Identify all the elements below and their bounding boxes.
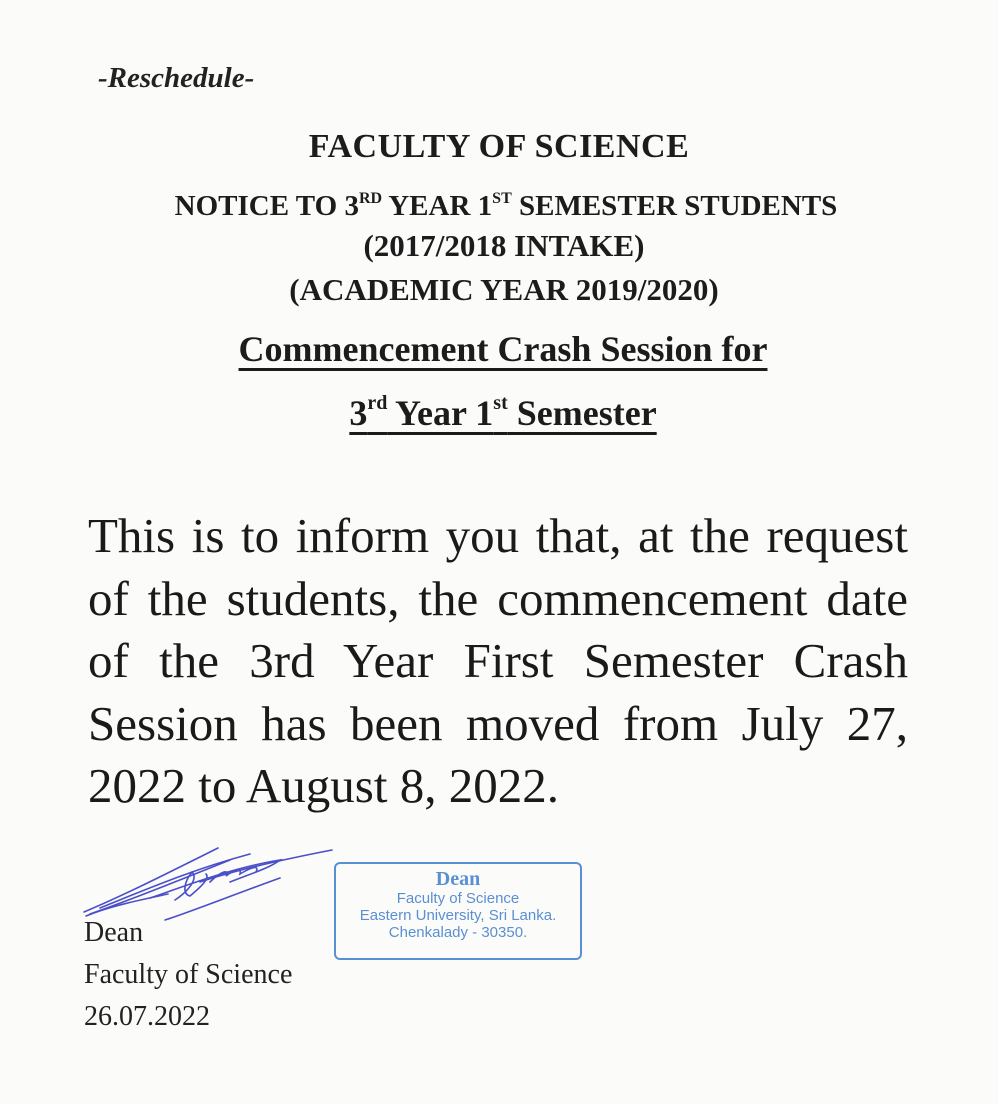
heading-text-a: 3 bbox=[349, 393, 368, 433]
heading-line-2 bbox=[0, 392, 998, 434]
notice-text-1: NOTICE TO 3 bbox=[174, 190, 359, 222]
heading-line-1: Commencement Crash Session for bbox=[238, 329, 768, 369]
notice-sup-rd: RD bbox=[358, 190, 383, 207]
heading-text-b: Year 1 bbox=[387, 393, 494, 433]
academic-year-line: (ACADEMIC YEAR 2019/2020) bbox=[289, 272, 719, 307]
heading-text-c: Semester bbox=[507, 393, 657, 433]
stamp-line-faculty: Faculty of Science bbox=[396, 890, 520, 907]
heading-sup-rd: rd bbox=[367, 392, 388, 414]
notice-body: This is to inform you that, at the request of the students, the commencement date of the 3rd Year First Semester Crash Session has been moved from July 27, 2022 to August 8, 2022. bbox=[88, 508, 908, 813]
notice-text-3: SEMESTER STUDENTS bbox=[511, 190, 838, 222]
notice-date: 26.07.2022 bbox=[84, 1001, 210, 1032]
signature-block bbox=[84, 912, 292, 1038]
heading-sup-st: st bbox=[493, 392, 508, 414]
faculty-title: FACULTY OF SCIENCE bbox=[308, 128, 690, 165]
intake-line: (2017/2018 INTAKE) bbox=[363, 228, 645, 263]
signatory-faculty: Faculty of Science bbox=[84, 959, 293, 990]
stamp-title: Dean bbox=[435, 868, 481, 890]
stamp-line-address: Chenkalady - 30350. bbox=[388, 924, 528, 941]
reschedule-label: -Reschedule- bbox=[98, 62, 255, 94]
notice-text-2: YEAR 1 bbox=[382, 190, 493, 222]
dean-stamp bbox=[334, 862, 582, 960]
signatory-title: Dean bbox=[84, 917, 144, 948]
stamp-line-university: Eastern University, Sri Lanka. bbox=[359, 907, 557, 924]
notice-line bbox=[0, 184, 998, 228]
notice-sup-st: ST bbox=[492, 190, 512, 207]
